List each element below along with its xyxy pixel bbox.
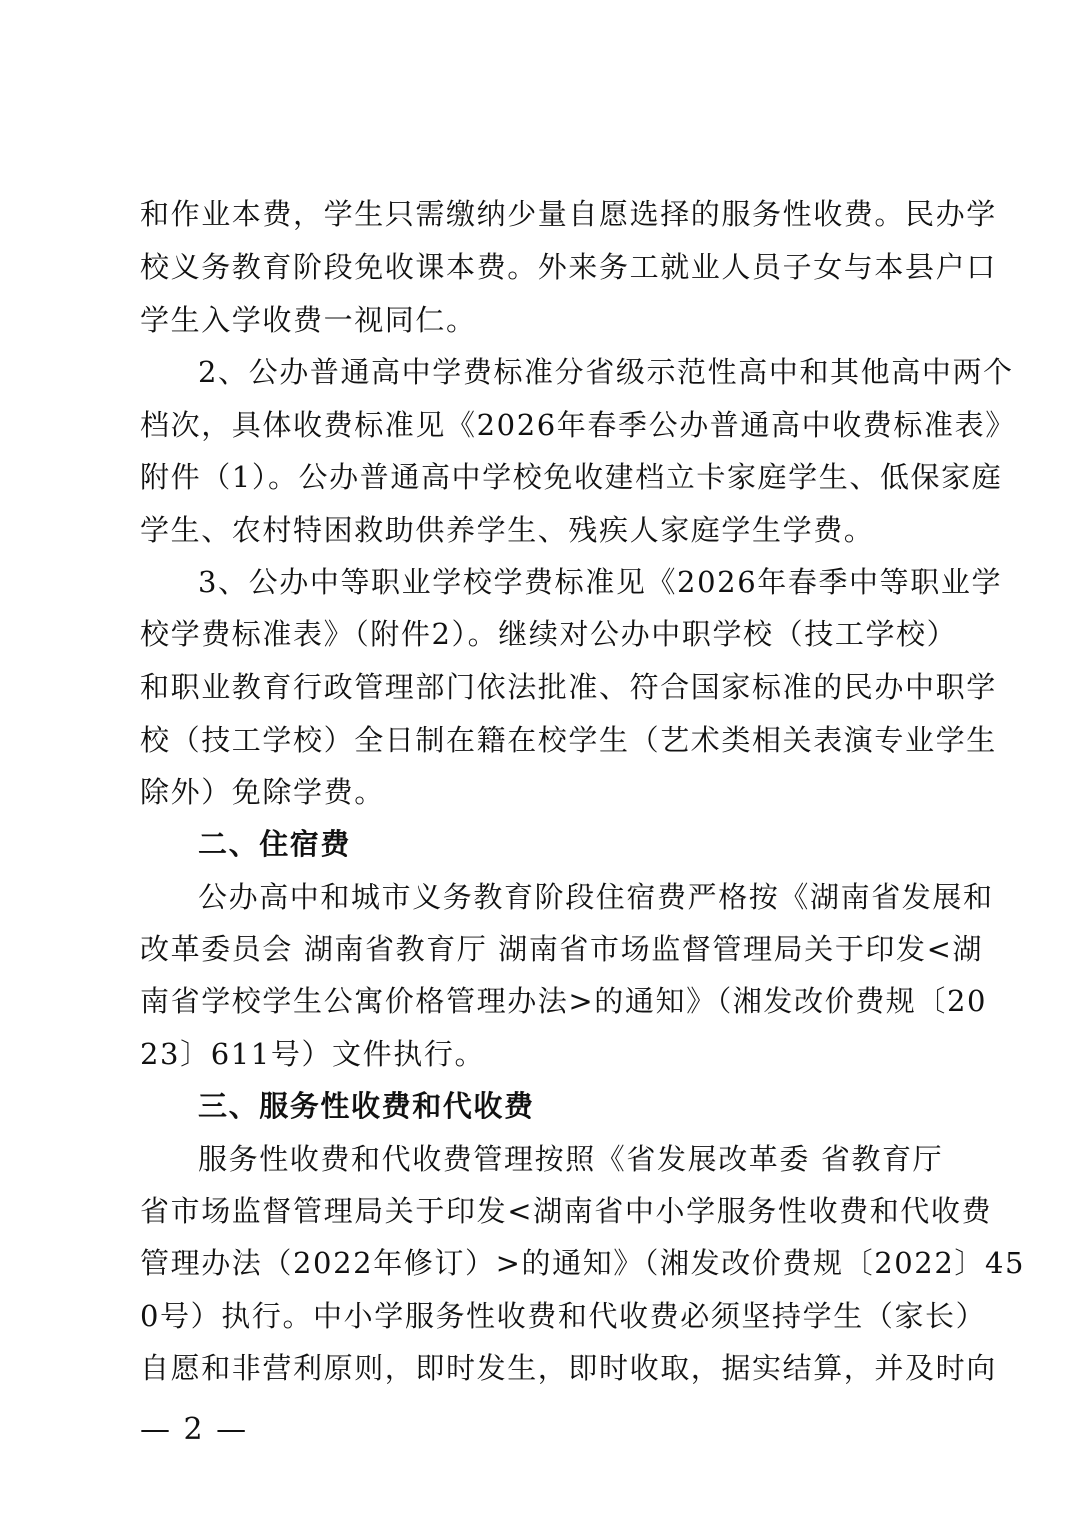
paragraph-1-line-3: 学生入学收费一视同仁。 bbox=[140, 303, 477, 337]
paragraph-2-line-4: 学生、农村特困救助供养学生、残疾人家庭学生学费。 bbox=[140, 513, 875, 547]
paragraph-3-line-4: 校（技工学校）全日制在籍在校学生（艺术类相关表演专业学生 bbox=[140, 723, 997, 757]
paragraph-4-line-2: 改革委员会 湖南省教育厅 湖南省市场监督管理局关于印发<湖 bbox=[140, 932, 984, 966]
paragraph-3-line-1: 3、公办中等职业学校学费标准见《2026年春季中等职业学 bbox=[198, 565, 1003, 599]
page-number: — 2 — bbox=[140, 1412, 249, 1447]
paragraph-2-line-2: 档次，具体收费标准见《2026年春季公办普通高中收费标准表》 bbox=[140, 408, 1016, 442]
section-heading-service-fees: 三、服务性收费和代收费 bbox=[198, 1089, 535, 1123]
paragraph-4-line-3: 南省学校学生公寓价格管理办法>的通知》（湘发改价费规〔20 bbox=[140, 984, 988, 1018]
paragraph-3-line-2: 校学费标准表》（附件2）。继续对公办中职学校（技工学校） bbox=[140, 617, 958, 651]
paragraph-3-line-5: 除外）免除学费。 bbox=[140, 775, 385, 809]
section-heading-accommodation: 二、住宿费 bbox=[198, 827, 352, 861]
paragraph-4-line-1: 公办高中和城市义务教育阶段住宿费严格按《湖南省发展和 bbox=[198, 880, 994, 914]
paragraph-2-line-1: 2、公办普通高中学费标准分省级示范性高中和其他高中两个 bbox=[198, 355, 1014, 389]
paragraph-2-line-3: 附件（1）。公办普通高中学校免收建档立卡家庭学生、低保家庭 bbox=[140, 460, 1003, 494]
paragraph-1-line-1: 和作业本费，学生只需缴纳少量自愿选择的服务性收费。民办学 bbox=[140, 197, 997, 231]
paragraph-5-line-1: 服务性收费和代收费管理按照《省发展改革委 省教育厅 bbox=[198, 1142, 944, 1176]
paragraph-3-line-3: 和职业教育行政管理部门依法批准、符合国家标准的民办中职学 bbox=[140, 670, 997, 704]
paragraph-5-line-3: 管理办法（2022年修订）>的通知》（湘发改价费规〔2022〕45 bbox=[140, 1246, 1026, 1280]
paragraph-1-line-2: 校义务教育阶段免收课本费。外来务工就业人员子女与本县户口 bbox=[140, 250, 997, 284]
paragraph-5-line-2: 省市场监督管理局关于印发<湖南省中小学服务性收费和代收费 bbox=[140, 1194, 993, 1228]
paragraph-5-line-5: 自愿和非营利原则，即时发生，即时收取，据实结算，并及时向 bbox=[140, 1351, 997, 1385]
paragraph-4-line-4: 23〕611号）文件执行。 bbox=[140, 1037, 486, 1071]
paragraph-5-line-4: 0号）执行。中小学服务性收费和代收费必须坚持学生（家长） bbox=[140, 1299, 987, 1333]
